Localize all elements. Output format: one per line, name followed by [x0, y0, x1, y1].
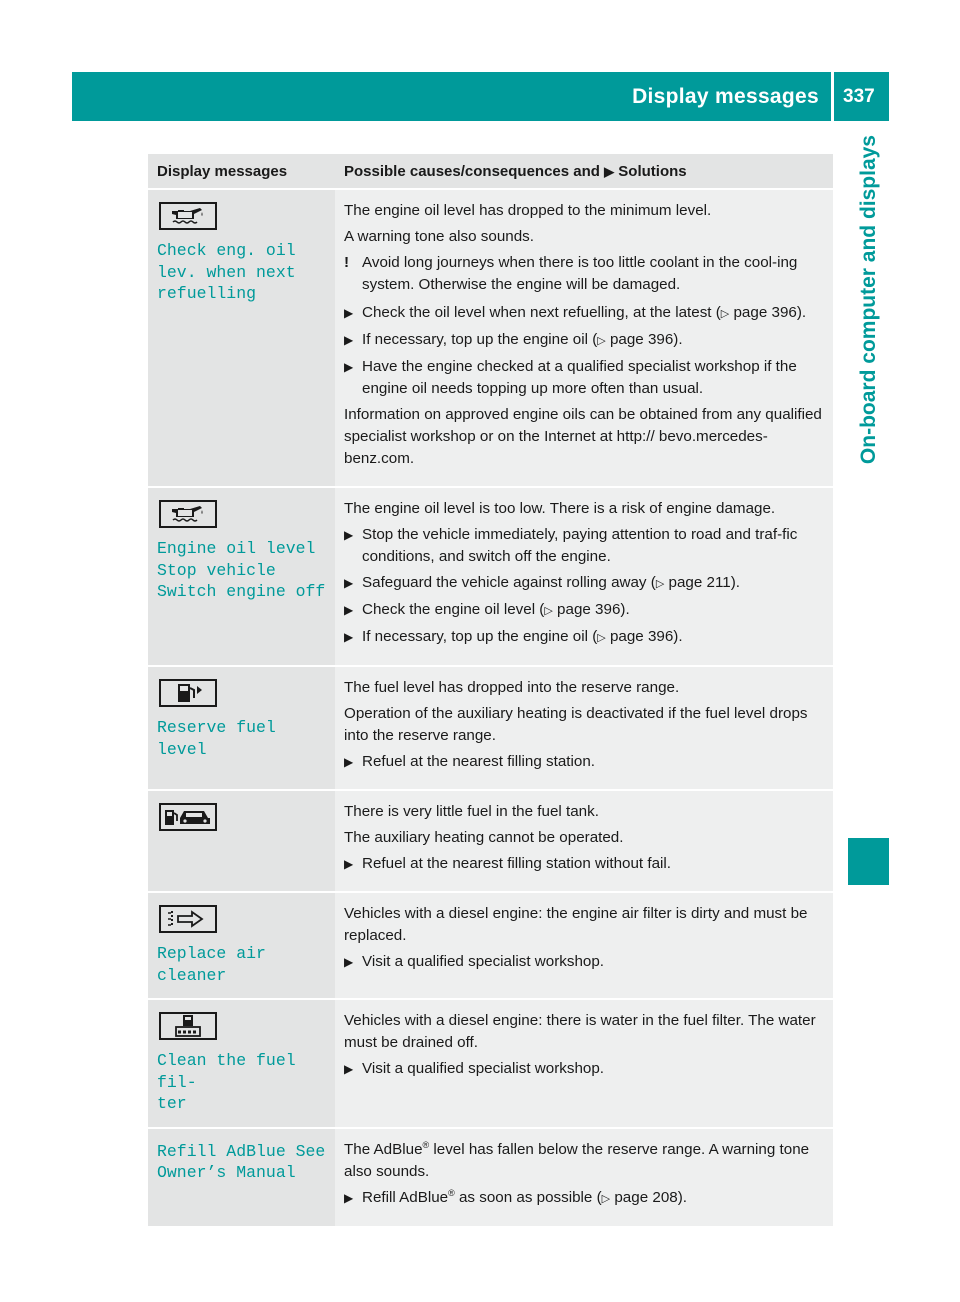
page-ref-arrow-icon: ▷ — [655, 578, 665, 590]
action-step — [344, 329, 826, 352]
action-arrow-icon: ▶ — [344, 360, 354, 374]
solution-cell — [335, 790, 833, 892]
solution-cell — [335, 666, 833, 790]
line-text: Have the engine checked at a qualified specialist workshop if the engine oil needs topping up more often than usual. — [362, 358, 797, 397]
action-arrow-icon: ▶ — [344, 603, 354, 617]
line-text: Refuel at the nearest filling station without fail. — [362, 855, 671, 872]
header-title: Display messages — [632, 85, 819, 108]
line-text: Information on approved engine oils can be obtained from any qualified specialist workshop or on the Internet at http:// bevo.mercedes-benz.com. — [344, 406, 822, 467]
line-text: If necessary, top up the engine oil (▷ page 396). — [362, 628, 683, 645]
table-row — [148, 892, 833, 999]
fuel-car-icon — [159, 803, 217, 831]
chapter-tab-label: On-board computer and displays — [856, 135, 880, 465]
description-text — [344, 226, 826, 248]
oil-can-icon — [159, 500, 217, 528]
solution-cell — [335, 892, 833, 999]
line-text: The engine oil level is too low. There is a risk of engine damage. — [344, 500, 776, 517]
line-text: There is very little fuel in the fuel tank. — [344, 803, 599, 820]
line-text: Stop the vehicle immediately, paying attention to road and traf-fic conditions, and switch off the engine. — [362, 526, 798, 565]
display-message-cell — [148, 1128, 335, 1226]
description-text — [344, 1139, 826, 1183]
solution-cell — [335, 487, 833, 666]
registered-mark: ® — [422, 1139, 430, 1150]
display-message-text: Reserve fuel level — [157, 718, 286, 759]
display-message-text: Replace air cleaner — [157, 944, 276, 985]
oil-can-icon — [159, 202, 217, 230]
action-arrow-icon: ▶ — [344, 630, 354, 644]
line-text: The engine oil level has dropped to the minimum level. — [344, 202, 712, 219]
display-message-text: Engine oil level Stop vehicle Switch engine off — [157, 539, 326, 601]
col-header-solutions — [335, 154, 833, 189]
chapter-marker — [848, 838, 889, 885]
line-text: Vehicles with a diesel engine: there is water in the fuel filter. The water must be drained off. — [344, 1012, 816, 1051]
description-text — [344, 827, 826, 849]
solution-cell — [335, 1128, 833, 1226]
fuel-pump-icon — [159, 679, 217, 707]
line-text: Vehicles with a diesel engine: the engine air filter is dirty and must be replaced. — [344, 905, 808, 944]
action-arrow-icon: ▶ — [344, 528, 354, 542]
table-row — [148, 790, 833, 892]
action-arrow-icon: ▶ — [344, 576, 354, 590]
line-text: Visit a qualified specialist workshop. — [362, 953, 604, 970]
description-text — [344, 1010, 826, 1054]
display-message-cell — [148, 892, 335, 999]
action-arrow-icon: ▶ — [344, 1062, 354, 1076]
line-text: The fuel level has dropped into the reserve range. — [344, 679, 680, 696]
line-text: If necessary, top up the engine oil (▷ page 396). — [362, 331, 683, 348]
action-step — [344, 853, 826, 875]
solution-cell — [335, 189, 833, 487]
line-text: Operation of the auxiliary heating is deactivated if the fuel level drops into the reserve range. — [344, 705, 808, 744]
action-arrow-icon: ▶ — [344, 755, 354, 769]
warning-note — [344, 252, 826, 296]
line-text: Check the oil level when next refuelling, at the latest (▷ page 396). — [362, 304, 807, 321]
solution-cell — [335, 999, 833, 1128]
line-text: Check the engine oil level (▷ page 396). — [362, 601, 630, 618]
display-message-cell — [148, 790, 335, 892]
display-message-text: Refill AdBlue See Owner’s Manual — [157, 1141, 326, 1182]
page-ref-arrow-icon: ▷ — [597, 632, 606, 644]
page-ref-arrow-icon: ▷ — [597, 335, 606, 347]
air-filter-icon — [159, 905, 217, 933]
action-step — [344, 951, 826, 973]
action-arrow-icon: ▶ — [344, 1190, 354, 1205]
description-text — [344, 801, 826, 823]
page-ref-arrow-icon: ▷ — [601, 1192, 611, 1205]
display-messages-table — [148, 154, 833, 1226]
description-text — [344, 903, 826, 947]
line-text: Safeguard the vehicle against rolling away (▷ page 211). — [362, 574, 740, 591]
line-text: The AdBlue® level has fallen below the reserve range. A warning tone also sounds. — [344, 1139, 810, 1180]
action-arrow-icon: ▶ — [344, 333, 354, 347]
action-step — [344, 302, 826, 325]
display-message-cell — [148, 999, 335, 1128]
page-number: 337 — [843, 86, 875, 107]
action-step — [344, 1058, 826, 1080]
table-row — [148, 999, 833, 1128]
action-arrow-icon: ▶ — [344, 306, 354, 320]
table-header-row — [148, 154, 833, 189]
action-step — [344, 524, 826, 568]
line-text: Avoid long journeys when there is too little coolant in the cool-ing system. Otherwise the engine will be damaged. — [362, 254, 798, 293]
action-step — [344, 626, 826, 649]
line-text: Visit a qualified specialist workshop. — [362, 1060, 604, 1077]
description-text — [344, 404, 826, 470]
description-text — [344, 703, 826, 747]
display-message-cell — [148, 189, 335, 487]
col-header-solutions-pre: Possible causes/consequences and — [344, 162, 600, 180]
page-ref-arrow-icon: ▷ — [720, 308, 730, 320]
table-row — [148, 487, 833, 666]
display-message-text: Clean the fuel fil‐ ter — [157, 1051, 296, 1113]
col-header-messages: Display messages — [148, 154, 335, 189]
line-text: A warning tone also sounds. — [344, 228, 534, 245]
fuel-filter-water-icon — [159, 1012, 217, 1040]
description-text — [344, 677, 826, 699]
action-arrow-icon: ▶ — [344, 955, 354, 969]
chapter-tab — [848, 121, 889, 821]
display-message-cell — [148, 487, 335, 666]
play-arrow-icon: ▶ — [604, 163, 615, 179]
registered-mark: ® — [448, 1187, 455, 1198]
header-divider — [831, 72, 834, 121]
table-row — [148, 189, 833, 487]
warning-icon: ! — [344, 254, 350, 271]
display-message-cell — [148, 666, 335, 790]
action-step — [344, 1187, 826, 1210]
line-text: The auxiliary heating cannot be operated. — [344, 829, 624, 846]
table-row — [148, 666, 833, 790]
display-message-text: Check eng. oil lev. when next refuelling — [157, 241, 296, 303]
action-step — [344, 751, 826, 773]
table-row — [148, 1128, 833, 1226]
line-text: Refuel at the nearest filling station. — [362, 753, 596, 770]
line-text: Refill AdBlue® as soon as possible (▷ page 208). — [362, 1187, 687, 1206]
action-step — [344, 356, 826, 400]
page-ref-arrow-icon: ▷ — [544, 605, 553, 617]
action-step — [344, 572, 826, 595]
description-text — [344, 498, 826, 520]
action-arrow-icon: ▶ — [344, 857, 354, 871]
action-step — [344, 599, 826, 622]
description-text — [344, 200, 826, 222]
page-header — [72, 72, 889, 121]
col-header-solutions-post: Solutions — [618, 162, 687, 180]
